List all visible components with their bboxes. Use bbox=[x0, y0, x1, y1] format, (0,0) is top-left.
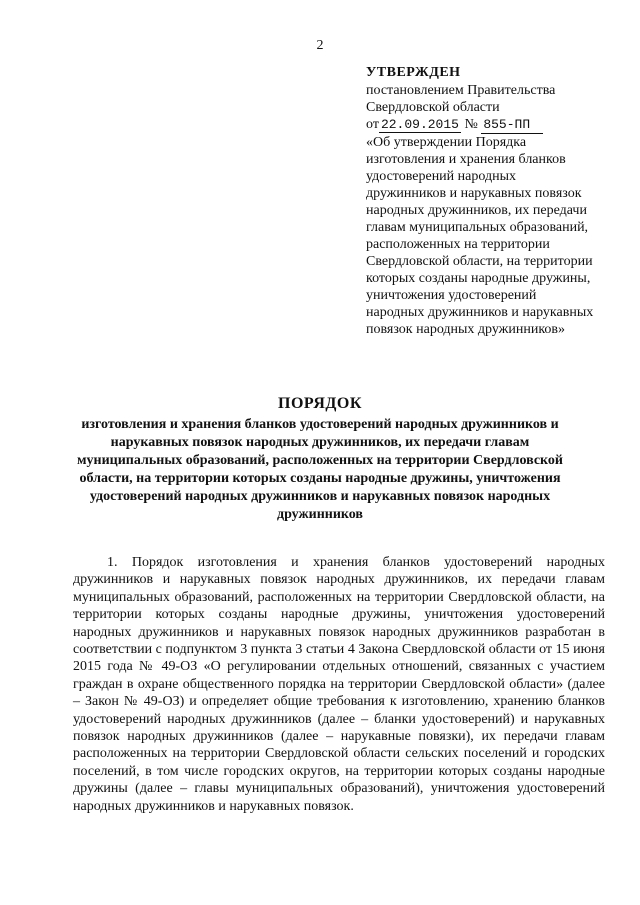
approval-block bbox=[366, 64, 596, 338]
document-body bbox=[73, 554, 605, 815]
page-number: 2 bbox=[316, 38, 324, 53]
approval-line-2: Свердловской области bbox=[366, 100, 500, 115]
number-prefix: № bbox=[464, 117, 478, 132]
approval-line-1: постановлением Правительства bbox=[366, 83, 556, 98]
approval-date: 22.09.2015 bbox=[380, 117, 459, 132]
approval-number: 855-ПП bbox=[481, 116, 543, 134]
approval-date-line bbox=[366, 116, 596, 134]
approval-title: УТВЕРЖДЕН bbox=[366, 65, 461, 80]
document-heading bbox=[0, 394, 640, 524]
document-title: ПОРЯДОК bbox=[278, 395, 362, 412]
paragraph-1: 1. Порядок изготовления и хранения бланков удостоверений народных дружинников и нарукавных повязок народных дружинников, их передачи главам муниципальных образований, расположенных на территории Свердловской области, на территории которых созданы народные дружины, уничтожения удостоверений народных дружинников и нарукавных повязок народных дружинников разработан в соответствии с подпунктом 3 пункта 3 статьи 4 Закона Свердловской области от 15 июня 2015 года № 49-ОЗ «О регулировании отдельных отношений, связанных с участием граждан в охране общественного порядка на территории Свердловской области» (далее – Закон № 49-ОЗ) и определяет общие требования к изготовлению, хранению бланков удостоверений народных дружинников (далее – бланки удостоверений) и нарукавных повязок народных дружинников (далее – нарукавные повязки), их передачи главам расположенных на территории Свердловской области сельских поселений и городских поселений, в том числе городских округов, на территории которых созданы народные дружины (далее – главы муниципальных образований), уничтожения удостоверений народных дружинников и нарукавных повязок. bbox=[73, 555, 605, 814]
approval-quote: «Об утверждении Порядка изготовления и хранения бланков удостоверений народных дружинников и нарукавных повязок народных дружинников, их передачи главам муниципальных образований, расположенных на территории Свердловской области, на территории которых созданы народные дружины, уничтожения удостоверений народных дружинников и нарукавных повязок народных дружинников» bbox=[366, 135, 594, 337]
document-subtitle: изготовления и хранения бланков удостоверений народных дружинников и нарукавных повязок народных дружинников, их передачи главам муниципальных образований, расположенных на территории Свердловской области, на территории которых созданы народные дружины, уничтожения удостоверений народных дружинников и нарукавных повязок народных дружинников bbox=[77, 417, 563, 522]
date-prefix: от bbox=[366, 117, 379, 132]
